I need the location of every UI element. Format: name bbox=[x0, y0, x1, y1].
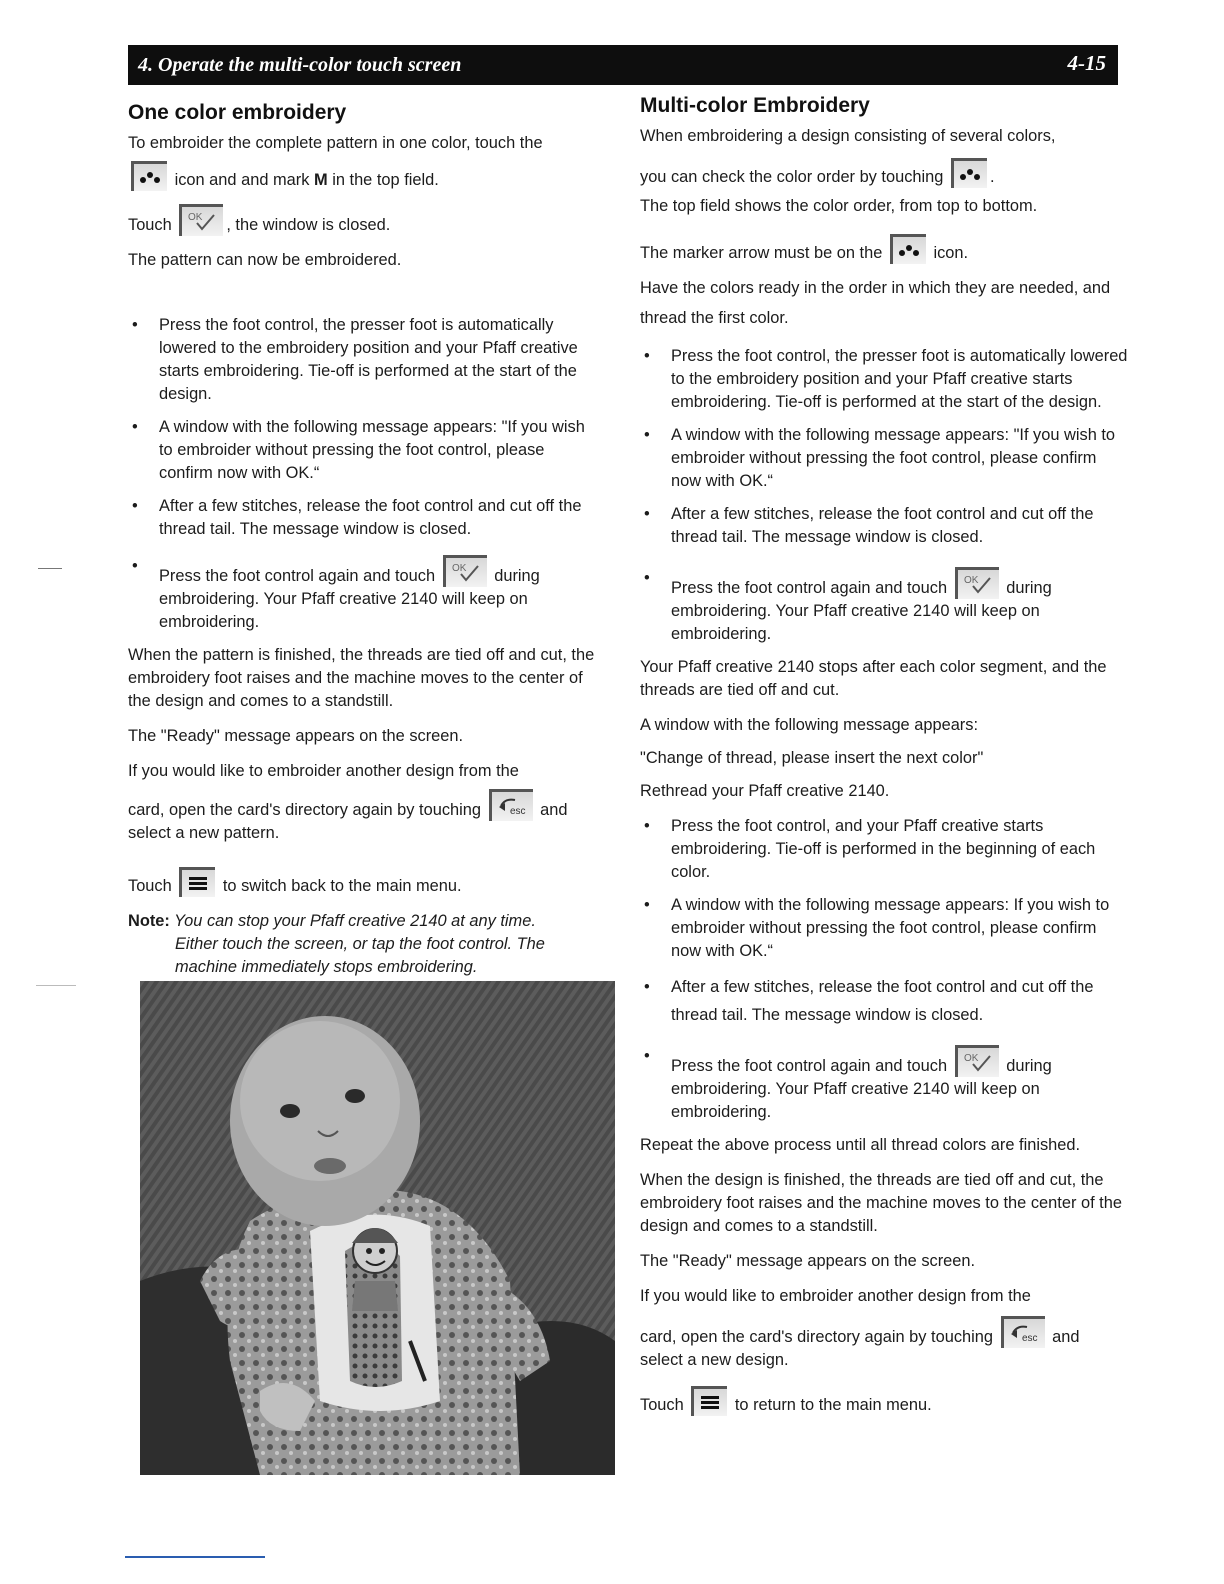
list-item: • A window with the following message appears: "If you wish to embroider without pressing the foot control, please confirm now with OK.“ bbox=[132, 418, 585, 482]
multi-color-dots-icon[interactable] bbox=[951, 158, 987, 188]
paragraph: The "Ready" message appears on the screen. bbox=[640, 1252, 976, 1270]
multi-color-dots-icon[interactable] bbox=[131, 161, 167, 191]
paragraph: card, open the card's directory again by touching esc and bbox=[128, 789, 600, 822]
list-item: • Press the foot control again and touch OK during embroidering. Your Pfaff creative 2140 will keep on embroidering. bbox=[132, 557, 540, 631]
ok-check-icon[interactable] bbox=[955, 1045, 999, 1077]
list-item: • After a few stitches, release the foot control and cut off the thread tail. The message window is closed. bbox=[644, 978, 1094, 1024]
list-item: • Press the foot control, the presser foot is automatically lowered to the embroidery position and your Pfaff creative starts embroidering. Tie-off is performed at the start of the design. bbox=[132, 316, 578, 403]
paragraph: To embroider the complete pattern in one color, touch the bbox=[128, 134, 543, 152]
paragraph: The pattern can now be embroidered. bbox=[128, 251, 402, 269]
paragraph: The top field shows the color order, from top to bottom. bbox=[640, 197, 1038, 215]
paragraph: If you would like to embroider another design from the bbox=[128, 762, 519, 780]
list-item: • Press the foot control, and your Pfaff creative starts embroidering. Tie-off is performed in the beginning of each color. bbox=[644, 817, 1096, 881]
list-item: • After a few stitches, release the foot control and cut off the thread tail. The message window is closed. bbox=[132, 497, 582, 538]
paragraph: Rethread your Pfaff creative 2140. bbox=[640, 782, 890, 800]
svg-text:OK: OK bbox=[451, 563, 467, 574]
ok-check-icon[interactable] bbox=[443, 555, 487, 587]
ok-check-icon[interactable] bbox=[955, 567, 999, 599]
paragraph: select a new pattern. bbox=[128, 824, 280, 842]
note: Note: You can stop your Pfaff creative 2140 at any time. Either touch the screen, or tap the foot control. The machine immediately stops embroidering. bbox=[128, 912, 545, 976]
svg-text:esc: esc bbox=[509, 806, 526, 817]
page-number: 4-15 bbox=[1067, 51, 1106, 75]
svg-text:OK: OK bbox=[963, 575, 979, 586]
section-title: 4. Operate the multi-color touch screen bbox=[138, 54, 462, 76]
paragraph: Repeat the above process until all thread colors are finished. bbox=[640, 1136, 1081, 1154]
paragraph: When embroidering a design consisting of several colors, bbox=[640, 127, 1056, 145]
paragraph: If you would like to embroider another design from the bbox=[640, 1287, 1031, 1305]
multi-color-heading: Multi-color Embroidery bbox=[640, 94, 870, 117]
svg-text:OK: OK bbox=[963, 1053, 979, 1064]
paragraph: "Change of thread, please insert the next color" bbox=[640, 749, 984, 767]
page-header bbox=[128, 45, 1118, 85]
margin-mark bbox=[36, 985, 76, 986]
list-item: • Press the foot control, the presser foot is automatically lowered to the embroidery position and your Pfaff creative starts embroidering. Tie-off is performed at the start of the design. bbox=[644, 347, 1128, 411]
paragraph: When the pattern is finished, the threads are tied off and cut, the embroidery foot raises and the machine moves to the center of the design and comes to a standstill. bbox=[128, 646, 595, 710]
one-color-heading: One color embroidery bbox=[128, 101, 347, 124]
paragraph: When the design is finished, the threads are tied off and cut, the embroidery foot raises and the machine moves to the center of the design and comes to a standstill. bbox=[640, 1171, 1122, 1235]
esc-return-icon[interactable] bbox=[489, 789, 533, 821]
list-item: • Press the foot control again and touch OK during embroidering. Your Pfaff creative 2140 will keep on embroidering. bbox=[644, 569, 1052, 643]
paragraph: Have the colors ready in the order in which they are needed, and thread the first color. bbox=[640, 279, 1111, 327]
bullet-list bbox=[640, 345, 1130, 646]
list-item: • A window with the following message appears: "If you wish to embroider without pressing the foot control, please confirm now with OK.“ bbox=[644, 426, 1116, 490]
paragraph: icon and and mark M in the top field. bbox=[128, 161, 600, 192]
multi-color-dots-icon[interactable] bbox=[890, 234, 926, 264]
paragraph: Touch OK , the window is closed. bbox=[128, 204, 600, 237]
baby-photo bbox=[140, 981, 615, 1475]
bottom-rule bbox=[125, 1556, 265, 1558]
paragraph: A window with the following message appears: bbox=[640, 716, 979, 734]
main-menu-icon[interactable] bbox=[691, 1386, 727, 1416]
paragraph: The "Ready" message appears on the screen. bbox=[128, 727, 464, 745]
esc-return-icon[interactable] bbox=[1001, 1316, 1045, 1348]
paragraph: select a new design. bbox=[640, 1351, 789, 1369]
paragraph: The marker arrow must be on the icon. bbox=[640, 234, 1130, 265]
svg-text:esc: esc bbox=[1021, 1333, 1038, 1344]
left-column bbox=[128, 100, 600, 979]
list-item: • Press the foot control again and touch OK during embroidering. Your Pfaff creative 2140 will keep on embroidering. bbox=[644, 1047, 1052, 1121]
list-item: • A window with the following message appears: If you wish to embroider without pressing the foot control, please confirm now with OK.“ bbox=[644, 896, 1110, 960]
paragraph: card, open the card's directory again by touching esc and bbox=[640, 1316, 1130, 1349]
bullet-list bbox=[128, 314, 600, 634]
bullet-list bbox=[640, 815, 1130, 1124]
margin-mark bbox=[38, 568, 62, 569]
right-column bbox=[640, 93, 1130, 1417]
paragraph: Touch to return to the main menu. bbox=[640, 1386, 1130, 1417]
ok-check-icon[interactable] bbox=[179, 204, 223, 236]
svg-text:OK: OK bbox=[188, 212, 203, 223]
main-menu-icon[interactable] bbox=[179, 867, 215, 897]
paragraph: Your Pfaff creative 2140 stops after each color segment, and the threads are tied off and cut. bbox=[640, 658, 1107, 699]
paragraph: Touch to switch back to the main menu. bbox=[128, 867, 600, 898]
list-item: • After a few stitches, release the foot control and cut off the thread tail. The message window is closed. bbox=[644, 505, 1094, 546]
paragraph: you can check the color order by touching . bbox=[640, 158, 1130, 189]
